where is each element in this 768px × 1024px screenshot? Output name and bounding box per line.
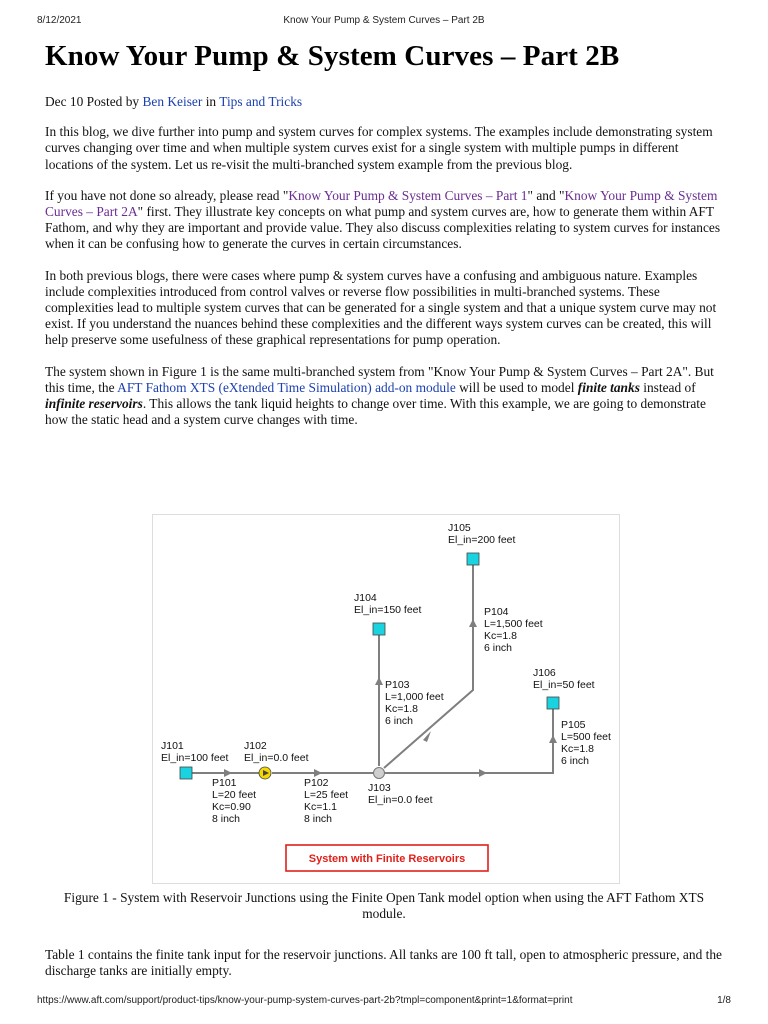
j105-elevation: El_in=200 feet [448,534,516,546]
p105-length: L=500 feet [561,731,611,743]
flow-arrow-p104 [469,619,477,627]
j103-elevation: El_in=0.0 feet [368,794,433,806]
p103-kc: Kc=1.8 [385,703,418,715]
text-segment: " and " [527,187,565,203]
paragraph-intro: In this blog, we dive further into pump and system curves for complex systems. The examples include demonstrating system curves changing over time and when multiple system curves exist for a single system with multiple pumps in different locations of the system. Let us re-visit the multi-branched system example from the previous blog. [45,124,713,172]
p105-name: P105 [561,719,586,731]
print-url: https://www.aft.com/support/product-tips/know-your-pump-system-curves-part-2b?tmpl=component&print=1&format=print [37,995,573,1006]
paragraph-system [45,364,723,429]
p102-length: L=25 feet [304,789,349,801]
posted-by-label: Posted by [86,94,140,109]
p105-kc: Kc=1.8 [561,743,594,755]
tank-j106 [547,697,559,709]
print-footer [37,995,731,1009]
j106-elevation: El_in=50 feet [533,679,595,691]
tank-icon [180,553,559,779]
j104-elevation: El_in=150 feet [354,604,422,616]
tank-j101 [180,767,192,779]
tank-j104 [373,623,385,635]
p104-kc: Kc=1.8 [484,630,517,642]
print-header [37,15,731,29]
p101-name: P101 [212,777,237,789]
text-segment: instead of [639,379,696,395]
p101-kc: Kc=0.90 [212,801,251,813]
j103-name: J103 [368,782,391,794]
p102-kc: Kc=1.1 [304,801,337,813]
flow-arrow-p105 [549,735,557,743]
flow-arrow-p105-horiz [479,769,487,777]
p103-name: P103 [385,679,410,691]
p104-name: P104 [484,606,509,618]
p105-diameter: 6 inch [561,755,590,767]
tank-j105 [467,553,479,565]
p104-length: L=1,500 feet [484,618,543,630]
article-body [45,94,723,443]
flow-arrow-p102 [314,769,322,777]
category-link[interactable]: Tips and Tricks [219,94,303,109]
link-xts-module[interactable]: AFT Fathom XTS (eXtended Time Simulation) add-on module [117,379,456,395]
flow-arrow-p101 [224,769,232,777]
j101-elevation: El_in=100 feet [161,752,229,764]
j105-name: J105 [448,522,471,534]
system-diagram [153,515,619,883]
text-segment: The system shown in Figure 1 is the same multi-branched system from "Know Your Pump & System Curves – Part 2A". But this time, the [45,363,714,395]
j102-elevation: El_in=0.0 feet [244,752,309,764]
article-title: Know Your Pump & System Curves – Part 2B [45,40,620,72]
j102-name: J102 [244,740,267,752]
pump-icon [259,767,271,779]
figure-caption: Figure 1 - System with Reservoir Junctions using the Finite Open Tank model option when using the AFT Fathom XTS module. [63,890,705,922]
p104-diameter: 6 inch [484,642,513,654]
print-date: 8/12/2021 [37,15,82,26]
page-number: 1/8 [717,995,731,1006]
emphasis-finite-tanks: finite tanks [577,379,640,395]
emphasis-infinite-reservoirs: infinite reservoirs [45,396,143,412]
figure-label-text: System with Finite Reservoirs [308,853,466,865]
author-link[interactable]: Ben Keiser [142,94,203,109]
paragraph-read-first [45,188,723,253]
j101-name: J101 [161,740,184,752]
text-segment: If you have not done so already, please read " [45,187,289,203]
print-title: Know Your Pump & System Curves – Part 2B [283,15,485,26]
paragraph-table-intro: Table 1 contains the finite tank input for the reservoir junctions. All tanks are 100 ft tall, open to atmospheric pressure, and the discharge tanks are initially empty. [45,947,722,979]
branch-junction-j103 [374,768,385,779]
p103-length: L=1,000 feet [385,691,444,703]
link-part-1[interactable]: Know Your Pump & System Curves – Part 1 [288,187,528,203]
p101-length: L=20 feet [212,789,257,801]
paragraph-complexities: In both previous blogs, there were cases where pump & system curves have a confusing and ambiguous nature. Examples include complexities introduced from control valves or reverse flow possibilities in multi-branched systems. These complexities lead to multiple system curves that can be generated for a single system and that a unique system curve may not exist. If you understand the nuances behind these complexities and the different ways system curves can be created, this will help preserve some usefulness of these graphical representations for pump operation. [45,267,717,348]
link-part-2a[interactable]: Know Your Pump & System Curves – Part 2A [45,187,718,220]
flow-arrow-p103 [375,677,383,685]
post-date: Dec 10 [45,94,84,109]
j106-name: J106 [533,667,556,679]
p102-diameter: 8 inch [304,813,333,825]
text-segment: " first. They illustrate key concepts on what pump and system curves are, how to generate them within AFT Fathom, and why they are important and provide value. They also discuss complexities relating to system curves for instances when it can be confusing how to generate the curves in certain circumstances. [45,204,721,252]
p101-diameter: 8 inch [212,813,241,825]
text-segment: . This allows the tank liquid heights to change over time. With this example, we are going to demonstrate how the static head and a system curve changes with time. [45,396,706,428]
p102-name: P102 [304,777,329,789]
j104-name: J104 [354,592,377,604]
post-meta [45,94,723,110]
p103-diameter: 6 inch [385,715,414,727]
in-label: in [205,94,217,109]
text-segment: will be used to model [455,379,578,395]
system-diagram-figure [152,514,620,884]
